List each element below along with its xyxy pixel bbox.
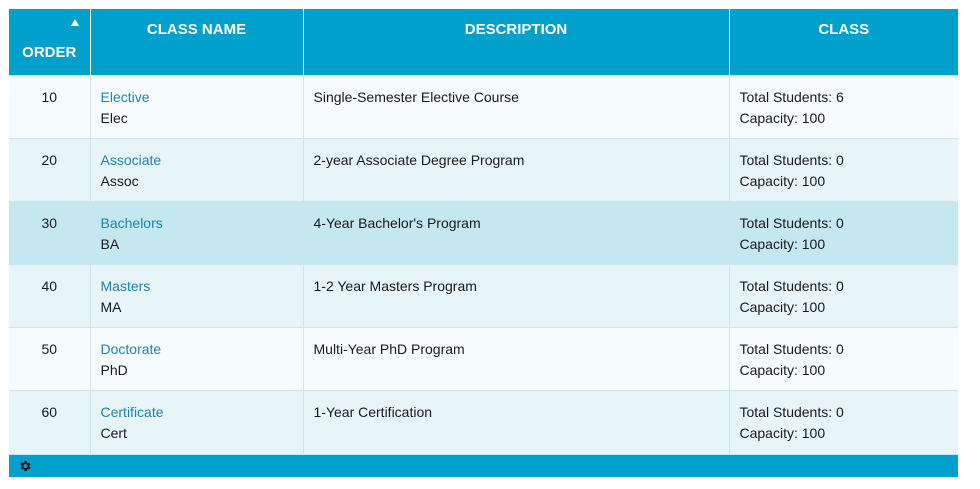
table-row — [9, 265, 958, 328]
class-stats-cell — [729, 76, 958, 139]
table-row-highlighted — [9, 202, 958, 265]
sort-ascending-icon[interactable] — [71, 19, 79, 26]
table-row — [9, 391, 958, 454]
class-stats-cell — [729, 391, 958, 454]
class-name-cell — [90, 76, 303, 139]
description-text: 2-year Associate Degree Program — [313, 152, 525, 168]
description-cell — [303, 328, 729, 391]
class-header-label: CLASS — [818, 21, 870, 38]
order-header-label: ORDER — [22, 44, 77, 61]
order-value: 60 — [41, 404, 58, 420]
description-cell — [303, 265, 729, 328]
description-text: 4-Year Bachelor's Program — [313, 215, 481, 231]
capacity: Capacity: 100 — [739, 110, 826, 126]
total-students: Total Students: 0 — [739, 404, 844, 420]
capacity: Capacity: 100 — [739, 362, 826, 378]
order-value: 30 — [41, 215, 58, 231]
class-stats-cell — [729, 139, 958, 202]
class-name-cell — [90, 391, 303, 454]
description-text: 1-2 Year Masters Program — [313, 278, 477, 294]
class-name-link[interactable]: Bachelors — [100, 215, 163, 231]
capacity: Capacity: 100 — [739, 236, 826, 252]
class-stats-cell — [729, 328, 958, 391]
total-students: Total Students: 0 — [739, 278, 844, 294]
order-cell — [9, 328, 90, 391]
class-name-cell — [90, 265, 303, 328]
description-column-header[interactable] — [303, 9, 729, 76]
classes-table-container — [9, 9, 958, 477]
table-row — [9, 76, 958, 139]
class-name-cell — [90, 328, 303, 391]
table-footer — [9, 454, 958, 477]
order-value: 40 — [41, 278, 58, 294]
order-value: 20 — [41, 152, 58, 168]
description-text: Multi-Year PhD Program — [313, 341, 465, 357]
capacity: Capacity: 100 — [739, 299, 826, 315]
table-header-row — [9, 9, 958, 76]
class-name-link[interactable]: Elective — [100, 89, 150, 105]
order-cell — [9, 265, 90, 328]
order-cell — [9, 139, 90, 202]
description-cell — [303, 139, 729, 202]
description-cell — [303, 76, 729, 139]
class-stats-cell — [729, 202, 958, 265]
class-column-header[interactable] — [729, 9, 958, 76]
class-code: Assoc — [100, 173, 139, 189]
capacity: Capacity: 100 — [739, 173, 826, 189]
class-name-link[interactable]: Doctorate — [100, 341, 162, 357]
description-text: Single-Semester Elective Course — [313, 89, 519, 105]
description-header-label: DESCRIPTION — [464, 21, 568, 38]
class-name-link[interactable]: Associate — [100, 152, 162, 168]
total-students: Total Students: 0 — [739, 341, 844, 357]
class-name-cell — [90, 202, 303, 265]
classes-table — [9, 9, 958, 454]
class-code: MA — [100, 299, 122, 315]
class-name-link[interactable]: Masters — [100, 278, 151, 294]
order-column-header[interactable] — [9, 9, 90, 76]
class-name-column-header[interactable] — [90, 9, 303, 76]
order-value: 10 — [41, 89, 58, 105]
class-name-header-label: CLASS NAME — [146, 21, 247, 38]
total-students: Total Students: 6 — [739, 89, 844, 105]
table-body — [9, 76, 958, 454]
capacity: Capacity: 100 — [739, 425, 826, 441]
class-code: BA — [100, 236, 120, 252]
order-value: 50 — [41, 341, 58, 357]
gear-icon[interactable] — [18, 459, 32, 473]
class-name-cell — [90, 139, 303, 202]
description-cell — [303, 202, 729, 265]
table-row — [9, 139, 958, 202]
total-students: Total Students: 0 — [739, 215, 844, 231]
order-cell — [9, 202, 90, 265]
description-text: 1-Year Certification — [313, 404, 433, 420]
class-code: Elec — [100, 110, 128, 126]
class-name-link[interactable]: Certificate — [100, 404, 164, 420]
class-code: PhD — [100, 362, 128, 378]
table-row — [9, 328, 958, 391]
order-cell — [9, 76, 90, 139]
description-cell — [303, 391, 729, 454]
class-stats-cell — [729, 265, 958, 328]
total-students: Total Students: 0 — [739, 152, 844, 168]
class-code: Cert — [100, 425, 127, 441]
order-cell — [9, 391, 90, 454]
